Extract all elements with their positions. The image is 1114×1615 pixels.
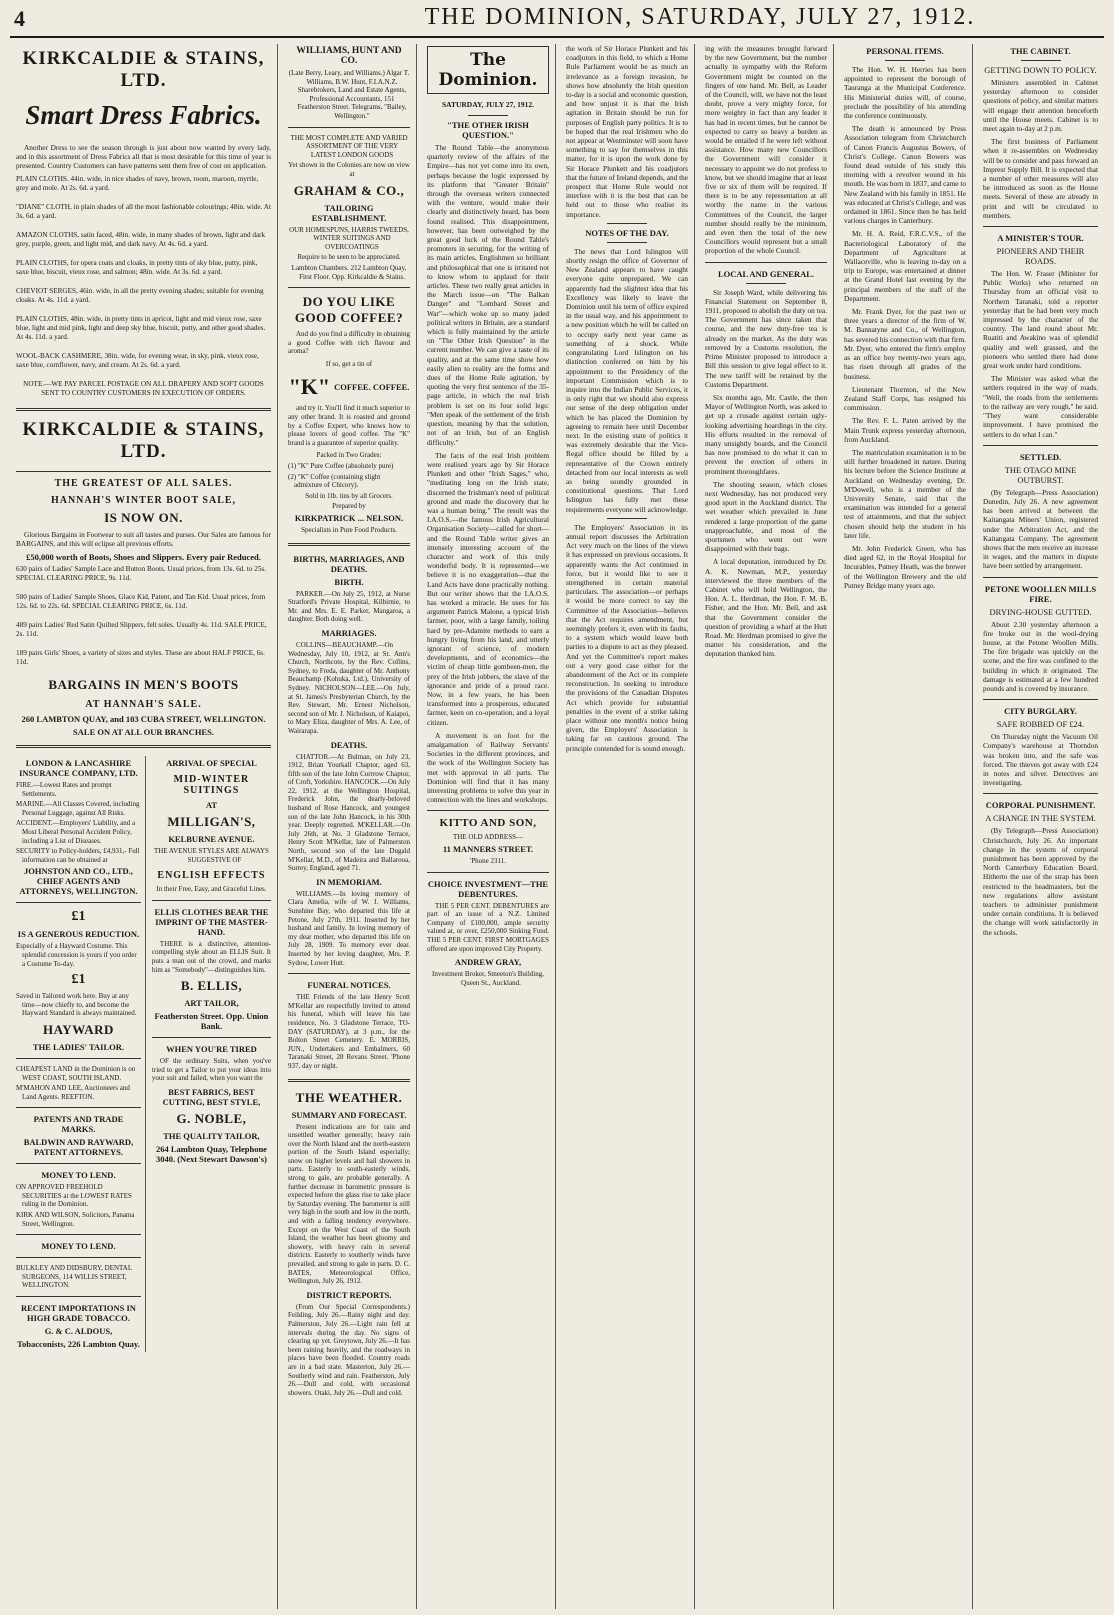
personal-text: Mr. H. A. Reid, F.R.C.V.S., of the Bacteriological Laboratory of the Department of Agriculture at Wallaceville, who is leaving to-day on a trip to Europe, was entertained at dinner at the Grand Hotel last evening by the principal members of the staff of the Department. [844,229,966,303]
personal-text: The Rev. F. L. Paten arrived by the Main Trunk express yesterday afternoon, from Auckland. [844,416,966,444]
graham-intro: THE MOST COMPLETE AND VARIED ASSORTMENT OF THE VERY LATEST LONDON GOODS [290,133,408,159]
marriages-text: COLLINS—BEAUCHAMP.—On Wednesday, July 10, 1912, at St. Ann's Church, Northcote, by the Rev. Collins, Sydney, to Freda, daughter of Mr. Anthony Beauchamp (Kohuka, Ltd.), University of Sydney. NICHOLSON—LEE.—On July, at St. James's Presbyterian Church, by the Rev. Stewart, Mr. Ernest Nicholson, second son of Mr. J. Nicholson, of Kaiapoi, to Mary Eliza, daughter of Mrs. A. Lee, of Wairarapa. [288,640,410,735]
ministers-text: The Hon. W. Fraser (Minister for Public Works) who returned on Thursday from an official visit to Northern Taranaki, told a reporter yesterday that he had been very much impressed by the character of the country. The land round about Mr. Ruatiti and Awakino was of splendid quality and well grassed, and the pioneers who settled there had done great work under hard conditions. [983,269,1098,371]
graham-intro-2: Yet shown in the Colonies are now on view at [288,161,410,178]
coffee-question: DO YOU LIKE GOOD COFFEE? [294,294,404,326]
graham-sub: TAILORING ESTABLISHMENT. [311,202,387,223]
tired-heading: WHEN YOU'RE TIRED [166,1044,257,1055]
divider [705,262,827,263]
kirkpatrick-sub: Specialists in Pure Food Products. [301,526,397,534]
cheapest-land: CHEAPEST LAND in the Dominion is on WEST COAST, SOUTH ISLAND. [16,1064,136,1082]
mahon-lee: M'MAHON AND LEE, Auctioneers and Land Agents. REEFTON. [16,1084,130,1101]
birth-heading: BIRTH. [334,576,364,587]
insurance-heading: LONDON & LANCASHIRE INSURANCE COMPANY, LTD. [19,758,138,779]
local-text: A local deputation, introduced by Dr. A. K. Newman, M.P., yesterday interviewed the three members of the Cabinet who will hold Wellington, the Hon. A. L. Herdman, the Hon. F. M. B. Fisher, and the Hon. Mr. Bell, and ask that the Government consider the question of providing a wharf at the Hutt Road. Mr. Herdman promised to give the matter his consideration, and the deputation thanked him. [705,557,827,659]
best-fabrics: BEST FABRICS, BEST CUTTING, BEST STYLE, [162,1086,261,1107]
deaths-heading: DEATHS. [330,739,368,750]
divider [1021,60,1061,61]
divider [152,1037,271,1038]
personal-items-heading: PERSONAL ITEMS. [866,46,944,56]
sale-worth: £50,000 worth of Boots, Shoes and Slippers. Every pair Reduced. [26,552,261,563]
local-general-heading: LOCAL AND GENERAL. [717,268,815,279]
divider [16,1257,141,1258]
divider [288,287,410,288]
editorial-text: The Round Table—the anonymous quarterly review of the affairs of the Empire—has not yet come into its own, perhaps because the logic expressed by its platform that "Greater Britain" through the overseas writers connected with the venture, would make their clearly and distinctively heard, has been found realised. This disappointment, however, has been outweighed by the great good luck of the Round Table's promoters in securing, for the writing of its main articles, Englishmen so brilliant and philosophical that one is irritated not to know whom to applaud for their articles. These two really great articles in the March issue—on "The Balkan Danger" and "Lombard Street and War"—which woke up so many jaded political writers in Britain, are a standard which is fully maintained by the article on "The Other Irish Question" in the current number. We can give a taste of its quality, and at the same time show how easily alien to reality are the forms and dues of the Home Rule agitation, by quoting the very first sentence of the 35-page article, in which the real Irish problem is set on its four solid legs: "Men speak of the settlement of the Irish question, meaning by that the solution, not of an Irish, but of an English difficulty." [427,143,549,447]
at-hannahs: AT HANNAH'S SALE. [85,699,202,711]
fabric-item: "DIANE" CLOTH, in plain shades of all the most fashionable colourings; 48in. wide. At 3s. 6d. a yard. [16,202,271,220]
reduction-text: Especially of a Hayward Costume. This splendid concession is yours if you order a Costume To-day. [16,942,137,968]
avenue-styles: THE AVENUE STYLES ARE ALWAYS SUGGESTIVE OF [153,847,269,864]
english-effects-sub: In their Free, Easy, and Graceful Lines. [156,885,267,894]
suitings-heading-2: MID-WINTER SUITINGS [173,774,250,797]
tobacco-heading: RECENT IMPORTATIONS IN HIGH GRADE TOBACCO. [20,1303,136,1324]
district-heading: DISTRICT REPORTS. [306,1289,392,1300]
deaths-text: CHATTOR.—At Bulman, on July 23, 1912, Brian Yourkall Chaptor, aged 63, fifth son of the late John Corrrow Chaptor, of Croft, Yorkshire. HANCOCK.—On July 22, 1912, at the Wellington Hospital, Frederick John, the dearly-beloved husband of Rose Hancock, and youngest son of the late John Hancock, in his 30th year. Deeply regretted. M'KELLAR.—On July 26th, at No. 3 Gladstone Terrace, Henry Scott M'Kellar, late of Palmerston North, second son of the late Dugald M'Kellar, M.D., of Madeira and Ballarooa, Surrey, England, aged 71. [288,752,410,873]
cabinet-subheading: GETTING DOWN TO POLICY. [984,65,1097,75]
bmd-heading: BIRTHS, MARRIAGES, AND DEATHS. [293,553,405,574]
divider [152,900,271,901]
insurance-marine: MARINE.—All Classes Covered, including Personal Luggage, against All Risks. [16,800,140,817]
notes-text: The news that Lord Islington will shortly resign the office of Governor of New Zealand appears to have caught everyone quite unprepared. We can apparently had the slightest idea that his Excellency was likely to leave the Dominion until his term of office expired in the usual way, and his appointment to a new position which he will be called on to occupy early next year came as something of a shock. While congratulating Lord Islington on his distinction conferred on him by his appointment to the Presidency of the important Commission which is to inquire into the Indian Public Services, it is only right that we should also express our sense of the deep obligation under which he has placed the Dominion by agreeing to remain here until December next. In the existing state of politics it was extremely desirable that the Vice-Regal office should be filled by a representative of the Crown entirely detached from our local interests as well as being soundly grounded in constitutional questions. That Lord Islington has fully met these requirements everyone will acknowledge. [566,246,688,514]
sale-item: 489 pairs Ladies' Red Satin Quilted Slippers, felt soles. Usually 4s. 11d. SALE PRICE, 2s. 11d. [16,621,267,639]
coffee-brand [288,370,410,404]
postage-note: NOTE.—WE PAY PARCEL POSTAGE ON ALL DRAPERY AND SOFT GOODS SENT TO COUNTRY CUSTOMERS IN EXECUTION OF ORDERS. [23,379,264,397]
dominion-masthead: The Dominion. [427,46,549,94]
sale-now: IS NOW ON. [104,509,183,525]
coffee-text: And do you find a difficulty in obtaining a good Coffee with rich flavour and aroma? [288,330,410,356]
divider [16,1296,141,1297]
petone-text: About 2.30 yesterday afternoon a fire broke out in the wool-drying house, at the Petone Woollen Mills. The fire brigade was quickly on the scene, and the fire was confined to the building in which it originated. The damage is estimated at a few hundred pounds and is covered by insurance. [983,619,1098,693]
birth-text: PARKER.—On July 25, 1912, at Nurse Stratford's Private Hospital, Kilbirnie, to Mr. and Mrs. E. E. Parker, Mangaroa, a daughter. Both doing well. [288,589,410,624]
divider [983,793,1098,794]
coffee-k: "K" [288,374,331,400]
divider [607,518,647,519]
divider [16,745,271,748]
burglary-heading: CITY BURGLARY. [1004,706,1077,717]
debentures-heading: CHOICE INVESTMENT—THE DEBENTURES. [427,878,549,899]
noble-sub: THE QUALITY TAILOR, [163,1130,260,1141]
notes-continued: ing with the measures brought forward by the new Government, but the number actually in sympathy with the Reform Government might be counted on the fingers of one hand. Mr. Bell, as Leader of the Council, will, we have not the least doubt, prove a very mighty force, for more weighty in fact than any leader it has had in recent times, but he cannot be expected to carry so heavy a burden as would be entailed if he were left without assistance. How many new Councillors the Government will consider it necessary to appoint we do not profess to know, but we should imagine that at least five or six of them will be required. If there is to be any representation at all worthy the name in the various Committees of the Council, the larger number should really be the minimum, and even then the total of the new Councillors would represent but a small proportion of the whole Council. [705,44,827,256]
cabinet-text: Ministers assembled in Cabinet yesterday afternoon to consider questions of policy, and similar matters will engage their attention henceforth until the House meets. Cabinet is to meet again to-day at 2 p.m. [983,78,1098,134]
masthead-rule [10,36,1104,38]
tired-text: OF the ordinary Suits, when you've tried to get a Tailor to put your ideas into your suit and failed, when you want the [151,1057,271,1083]
personal-text: The matriculation examination is to be still further broadened in nature. During his lecture before the Science Institute at Auckland on Wednesday evening, Dr. M'Dowell, who is a member of the University Senate, said that the examination was intended for a general test of attainments, and that the subject chosen should help the student in his later life. [844,447,966,540]
marriages-heading: MARRIAGES. [321,627,377,638]
notes-heading: NOTES OF THE DAY. [585,227,669,238]
kirk-wilson: KIRK AND WILSON, Solicitors, Panama Street, Wellington. [16,1211,135,1228]
divider [427,810,549,811]
memoriam-text: WILLIAMS.—In loving memory of Clara Amelia, wife of W. J. Williams, Sunshine Bay, who departed this life at Petone, July 27th, 1911. Inserted by her husband and family. In loving memory of my dear mother, who departed this life on July 28, 1909. To memory ever dear. Inserted by her loving daughter, Mrs. P. Sydow, Lower Hutt. [288,889,410,967]
divider [468,115,508,116]
lower-ads-right [152,756,271,1352]
kitto-name: KITTO AND SON, [439,817,537,830]
suitings-at: AT [205,800,218,811]
kirkcaldie-heading-2: KIRKCALDIE & STAINS, LTD. [22,418,265,462]
freehold-text: ON APPROVED FREEHOLD SECURITIES at the LOWEST RATES ruling in the Dominion. [16,1183,132,1209]
saved-text: Saved in Tailored work here. Buy at any time—now chiefly to, and become the Hayward Standard is always maintained. [16,992,137,1018]
graham-address: Lambton Chambers. 212 Lambton Quay, First Floor. Opp. Kirkcaldie & Stains. [291,263,407,281]
coffee-name: COFFEE. COFFEE. [334,381,410,392]
weather-subheading: SUMMARY AND FORECAST. [291,1109,407,1120]
personal-text: Mr. John Frederick Green, who has died aged 62, in the Royal Hospital for Incurables, Putney Heath, was the brewer of the Wellington Brewery and the old Putney Bridge many years ago. [844,543,966,590]
district-text: (From Our Special Correspondents.) Feilding, July 26.—Rainy night and day. Palmerston, July 26.—Light rain fell at intervals during the day. No signs of clearing up yet. Greytown, July 26.—It has been raining heavily, and the roadways in places have been flooded. Country roads are in a bad state. Masterton, July 26.—Southerly wind and rain. Featherston, July 26.—Dull and cold, with occasional showers. Otaki, July 26.—Dull and cold. [288,1302,410,1397]
divider [288,543,410,546]
personal-text: Lieutenant Thornton, of the New Zealand Staff Corps, has resigned his commission. [844,384,966,413]
patents-heading: PATENTS AND TRADE MARKS. [33,1114,124,1135]
divider [607,223,647,224]
fabric-item: PLAIN CLOTHS, 48in. wide, in pretty tints in apricot, light and mid vieux rose, saxe blue, light and mid pink, light and deep sky blue, biscuit, putty, and other good shades. At 4s. 11d. a yard. [16,314,266,341]
local-text: The shooting season, which closes next Wednesday, has not produced very good sport in the Auckland district. The wet weather which prevailed in June rendered a large proportion of the game unapproachable, and most of the sportsmen who went out were disappointed with their bags. [705,479,827,554]
divider [16,1107,141,1108]
column-1 [10,44,278,1609]
insurance-accident: ACCIDENT.—Employers' Liability, and a Most Liberal Personal Accident Policy, including a List of Diseases. [16,819,136,845]
fabric-item: PLAIN CLOTHS. 44in. wide, in nice shades of navy, brown, room, maroon, myrtle, grey and mole. At 2s. 6d. a yard. [16,174,259,192]
fabric-item: AMAZON CLOTHS, satin faced, 48in. wide, in many shades of brown, light and dark grey, purple, green, and light mid, and dark navy. At 4s. 6d. a yard. [16,230,266,248]
local-text: Sir Joseph Ward, while delivering his Financial Statement on September 8, 1911, proposed to abolish the duty on tea. The Government has since taken that course, and the new duty-free tea is already on the market. As the duty was removed by a Customs resolution, the Prime Minister proposed to introduce a Bill this session to give legal effect to it. The new tariff will be retained by the Customs Department. [705,287,827,389]
ministers-tour-heading: A MINISTER'S TOUR. [997,233,1084,244]
coffee-text-2: and try it. You'll find it much superior to any other brand. It is roasted and ground by a Coffee Expert, who knows how to please lovers of good coffee. The "K" brand is a guarantee of superior quality. [288,404,410,447]
suitings-heading: ARRIVAL OF SPECIAL [166,758,257,769]
kirkcaldie-heading: KIRKCALDIE & STAINS, LTD. [22,48,265,91]
local-text: Six months ago, Mr. Castle, the then Mayor of Wellington North, was asked to get up a crusade against certain ugly-looking advertising hoardings in the city. His efforts resulted in the removal of many unsightly boards, and the Council has now promised to do what it can to prevent the erection of others in prominent thoroughfares. [705,392,827,476]
fabrics-intro: Another Dress to see the season through is just about now wanted by every lady, and in this assortment of Dress Fabrics all that is most desirable for this time of year is presented. Country Customers can have patterns sent them free of cost on application. [16,143,271,171]
divider [16,902,141,903]
divider [16,1058,141,1059]
bargains-heading: BARGAINS IN MEN'S BOOTS [48,677,239,693]
fabric-item: CHEVIOT SERGES, 46in. wide, in all the pretty evening shades; suitable for evening cloaks. At 4s. 11d. a yard. [16,286,264,304]
divider [288,973,410,974]
divider [427,872,549,873]
corporal-text: (By Telegraph—Press Association) Christchurch, July 26. An important change in the system of corporal punishment has been approved by the North Canterbury Education Board. Hitherto the use of the strap has been restricted to the headmasters, but the new regulations allow assistant teachers to administer punishment under certain conditions. It is believed the change will work satisfactorily in the schools. [983,826,1098,937]
divider [746,283,786,284]
insurance-fire: FIRE.—Lowest Rates and prompt Settlements. [16,781,112,798]
lower-ads [16,756,271,1352]
hayward-name: HAYWARD [43,1021,114,1037]
editorial-continued: the work of Sir Horace Plunkett and his coadjutors in this field, to which a Home Rule Parliament would be as much an irrelevance as a foreign invasion, he shows how absolutely the Irish question to-day is a social and economic question, and how unjust it is that the Irish agitation in Britain should be run for purposes of English party politics. It is to be hoped that the real Irishmen who do not appear at Westminster will soon have something to say for themselves in this matter, for it is upon the work done by Sir Horace Plunkett and his coadjutors that the future of Ireland depends, and the prospect that Home Rule would not interfere with it is the best that can be held out to those who realise its importance. [566,44,688,219]
ministers-text: The Minister was asked what the settlers required in the way of roads. "Well, the roads from the settlements to the railway are very rough," he said. "They want considerable improvement. I have promised the settlers to do what I can." [983,374,1098,439]
divider [16,1234,141,1235]
coffee-try: If so, get a tin of [325,359,373,368]
divider [983,226,1098,227]
weather-heading: THE WEATHER. [295,1089,403,1105]
coffee-grade-2: (2) "K" Coffee (containing slight admixture of Chicory). [288,472,381,490]
settled-text: (By Telegraph—Press Association) Dunedin, July 26. A new agreement has been arrived at between the Kaitangata Miners' Union, registered under the Arbitration Act, and the Kaitangata Company. The agreement shows that the men receive an increase in wages, and the matters in dispute have been settled by arrangement. [983,487,1098,571]
pound-symbol-2: £1 [71,972,86,988]
fabric-item: WOOL-BACK CASHMERE, 38in. wide, for evening wear, in sky, pink, vieux rose, saxe blue, cornflower, navy, and cream. At 2s. 6d. a yard. [16,351,259,369]
editorial-date: SATURDAY, JULY 27, 1912. [441,100,535,109]
bulkley-didsbury: BULKLEY AND DIDSBURY, DENTAL SURGEONS, 114 WILLIS STREET, WELLINGTON. [16,1264,132,1290]
personal-text: The Hon. W. H. Herries has been appointed to represent the borough of Tauranga at the Municipal Conference. His Ministerial duties will, of course, preclude the possibility of his attending the conference continuously. [844,65,966,121]
divider [885,60,925,61]
funeral-heading: FUNERAL NOTICES. [307,980,391,991]
burglary-subheading: SAFE ROBBED OF £24. [996,719,1085,730]
cabinet-heading: THE CABINET. [1010,46,1071,56]
divider [16,1163,141,1164]
column-4 [560,44,695,1609]
sale-intro: Glorious Bargains in Footwear to suit all tastes and purses. Our Sales are famous for BARGAINS, and this will eclipse all previous efforts. [16,529,271,548]
divider [983,577,1098,578]
andrew-gray: ANDREW GRAY, [454,957,522,968]
column-5 [699,44,834,1609]
kitto-phone: 'Phone 2311. [469,857,506,866]
column-7 [977,44,1104,1609]
noble-address: 264 Lambton Quay, Telephone 3040. (Next Stewart Dawson's) [155,1143,267,1164]
baldwin-rayward: BALDWIN AND RAYWARD, PATENT ATTORNEYS. [23,1137,134,1158]
graham-name: GRAHAM & CO., [293,182,405,198]
kirkpatrick-name: KIRKPATRICK ... NELSON. [294,513,404,523]
funeral-text: THE Friends of the late Henry Scott M'Kellar are respectfully invited to attend his funeral, which will leave his late residence, No. 3 Gladstone Terrace, TO-DAY (SATURDAY), at 3 p.m., for the Bolton Street Cemetery. E. MORRIS, JUN., Undertakers and Embalmers, 60 Taranaki Street, 28 Revans Street. 'Phone 937, day or night. [288,993,410,1070]
ellis-sub: ART TAILOR, [184,998,239,1009]
money-to-lend-2: MONEY TO LEND. [41,1241,116,1252]
memoriam-heading: IN MEMORIAM. [316,876,382,887]
column-3 [421,44,556,1609]
aldous-name: G. & C. ALDOUS, [44,1326,113,1337]
milligan-name: MILLIGAN'S, [167,814,256,830]
petone-heading: PETONE WOOLLEN MILLS FIRE. [984,583,1097,604]
corporal-subheading: A CHANGE IN THE SYSTEM. [985,813,1096,824]
editorial-heading: "THE OTHER IRISH QUESTION." [447,120,529,140]
noble-name: G. NOBLE, [176,1110,247,1126]
ellis-text: THERE is a distinctive, attention-compelling style about an ELLIS Suit. It puts a man out of the crowd, and marks him as "Somebody"—distinguishes him. [151,939,271,974]
cabinet-text: The first business of Parliament when it re-assembles on Wednesday will be to consider and pass forward an Imprest Supply Bill. It is expected that a number of other measures will also be introduced as soon as the House meets. Several of these are already in print and will be circulated to members. [983,137,1098,220]
english-effects: ENGLISH EFFECTS [157,870,266,882]
ellis-name: B. ELLIS, [180,978,243,994]
settled-heading: SETTLED. [1019,451,1062,462]
page-number: 4 [14,6,25,31]
ellis-heading: ELLIS CLOTHES BEAR THE IMPRINT OF THE MASTER-HAND. [154,906,269,937]
sale-item: 630 pairs of Ladies' Sample Lace and Button Boots. Usual prices, from 13s. 6d. to 25s. SPECIAL CLEARING PRICE, 9s. 11d. [16,565,267,583]
insurance-security: SECURITY to Policy-holders, £4,931,- Full information can be obtained at [16,847,140,864]
sale-item: 580 pairs of Ladies' Sample Shoes, Glace Kid, Patent, and Tan Kid. Usual prices, from 12s. 6d. to 22s. 6d. SPECIAL CLEARING PRICE, 6s. 11d. [16,593,266,611]
burglary-text: On Thursday night the Vacuum Oil Company's warehouse at Thorndon was broken into, and the safe was forced. The thieves got away with £24 in notes and silver. Detectives are investigating. [983,732,1098,788]
divider [288,1079,410,1082]
divider [288,127,410,128]
kitto-sub: THE OLD ADDRESS— [452,833,523,842]
sale-heading: THE GREATEST OF ALL SALES. [54,477,233,489]
ellis-address: Featherston Street. Opp. Union Bank. [154,1011,269,1032]
column-6 [838,44,973,1609]
graham-homespuns-2: Require to be seen to be appreciated. [297,253,401,262]
settled-subheading: THE OTAGO MINE OUTBURST. [1004,464,1077,485]
weather-text: Present indications are for rain and unsettled weather generally; heavy rain over the North Island and the north-eastern portion of the South Island especially; snow on higher levels and hail showers in parts. Easterly to south-easterly winds, strong to gale, are probable generally. A further decrease in barometric pressure is expected before the glass rise to take place by Saturday evening. The barometer is still very high in the south and low in the north, and with a falling tendency everywhere. Except on the West Coast of the South Island, the weather has been gloomy and showery, with heavy rain in several districts. Easterly to southerly winds have prevailed, and strong to gale in parts. D. C. BATES, Meteorological Office, Wellington, July 26, 1912. [288,1122,410,1286]
reduction-heading: IS A GENEROUS REDUCTION. [17,929,140,940]
pound-symbol: £1 [71,909,86,925]
coffee-sold: Sold in 1lb. tins by all Grocers. [305,491,393,500]
editorial-text: The facts of the real Irish problem were realised years ago by Sir Horace Plunkett and other "Irish Sages," who, "meditating long on the Irish state, discerned the Irishman's need of political ground and made the discovery that he was a human being." The result was the I.A.O.S.—the famous Irish Agricultural Organisation Society—called for short—and the Round Table writer gives an intensely interesting account of the character and work of this truly wonderful body. It is represented—we believe it is no exaggeration—that the Land Acts have done practically nothing. But our writer shows that the I.A.O.S. has worked a miracle. He uses for his argument Patrick Malone, a typical Irish farmer, poor, with a large family, toiling hard by pre-Adamite methods to earn a hungry living from his land, and utterly ignorant of science, of modern developments, and of economics—the victim of cheap little gombeen-men, the prey of the Irish jobbers, the slave of the ignorance and pride of a proud race. Now, in a few years, he has been transformed into a prosperous, educated farmer, keen on co-operation, and a loyal citizen. [427,450,549,727]
coffee-prepared: Prepared by [332,502,366,511]
insurance-agents: JOHNSTON AND CO., LTD., CHIEF AGENTS AND ATTORNEYS, WELLINGTON. [19,866,138,897]
divider [16,471,271,472]
divider [607,242,647,243]
hayward-tailor: THE LADIES' TAILOR. [32,1041,124,1052]
smart-dress-fabrics-heading: Smart Dress Fabrics. [25,100,262,130]
coffee-packed: Packed in Two Grades: [316,451,382,460]
coffee-grade-1: (1) "K" Pure Coffee (absolutely pure) [288,462,394,471]
williams-hunt-text: (Late Berry, Leary, and Williams.) Algar T. Williams, B.W. Hunt, F.I.A.N.Z. Sharebrokers, Land and Estate Agents, Professional Accountants, 151 Featherston Street. Telegrams, "Bailey, Wellington." [288,69,410,120]
column-2 [282,44,417,1609]
lower-ads-left [16,756,146,1352]
sale-item: 189 pairs Girls' Shoes, a variety of sizes and styles. These are about HALF PRICE, 6s. 11d. [16,649,265,667]
debentures-text: THE 5 PER CENT. DEBENTURES are part of an issue of a N.Z. Limited Company of £100,000, ample security valued at, or over, £250,000 Sinking Fund. THE 5 PER CENT. FIRST MORTGAGES offered are upon improved City Property. [427,901,549,953]
petone-subheading: DRYING-HOUSE GUTTED. [989,606,1092,617]
ministers-tour-subheading: PIONEERS AND THEIR ROADS. [996,246,1085,267]
editorial-text: A movement is on foot for the amalgamation of Railway Servants' Societies in the different provinces, and the work of the Wellington Society has met with approval in all parts. The Dominion will find that it has many interesting problems to solve this year in connection with the lines and workshops. [427,730,549,805]
kitto-address: 11 MANNERS STREET. [442,844,534,855]
personal-text: The death is announced by Press Association telegram from Christchurch of Canon Francis Augustus Bowers, of Christ's College. Canon Bowers was found dead outside of his study this morning with a revolver wound in his mouth. He was born in 1837, and came to New Zealand with his family in 1851. He was educated at Christ's College, and was ordained in 1861. Since then he has held various charges in Canterbury. [844,124,966,226]
personal-text: Mr. Frank Dyer, for the past two or three years a director of the firm of W. M. Bannatyne and Co., of Wellington, has severed his connection with that firm. Mr. Dyer, who entered the firm's employ as an office boy twenty-two years ago, has risen through all grades of the business. [844,307,966,381]
hannah-address: 260 LAMBTON QUAY, and 103 CUBA STREET, WELLINGTON. [21,714,266,725]
notes-text: The Employers' Association in its annual report discusses the Arbitration Act very much on the lines of the views it has expressed on previous occasions. It apparently wants the Act continued in force, but it would like to see it strengthened in certain material particulars. The association—or perhaps it would be more correct to say the Committee of the Association—believes that the Act requires amendment, but seemingly prefers it, even with its faults, to a system which would leave both parties to a dispute to act as they pleased. And yet the Committee's report makes out a very good case either for the abandonment of the Act or its complete reconstruction. In seeking to introduce the provisions of the Canadian Disputes Act which provide for substantial penalties in the event of a strike taking place without one month's notice being given, the Employers' Association is taking far on cautious ground. The principle contended for is sound enough. [566,522,688,753]
money-to-lend: MONEY TO LEND. [41,1170,116,1181]
sale-subheading: HANNAH'S WINTER BOOT SALE, [50,494,237,506]
aldous-address: Tobacconists, 226 Lambton Quay. [17,1339,140,1350]
graham-homespuns: OUR HOMESPUNS, HARRIS TWEEDS, WINTER SUITINGS AND OVERCOATINGS [289,225,409,251]
masthead [0,0,1114,40]
andrew-gray-sub: Investment Broker, Smeeton's Building, Queen St., Auckland. [432,970,544,987]
divider [983,445,1098,446]
divider [16,408,271,411]
corporal-heading: CORPORAL PUNISHMENT. [985,800,1096,811]
williams-hunt-heading: WILLIAMS, HUNT AND CO. [296,46,402,66]
kelburne-avenue: KELBURNE AVENUE. [168,834,255,845]
newspaper-title: THE DOMINION, SATURDAY, JULY 27, 1912. [424,4,976,30]
fabric-item: PLAIN CLOTHS, for opera coats and cloaks, in pretty tints of sky blue, putty, pink, saxe blue, biscuit, vieux rose, and salmon; 48in. wide. At 3s. 6d. a yard. [16,258,258,276]
branches: SALE ON AT ALL OUR BRANCHES. [73,727,214,738]
divider [983,699,1098,700]
